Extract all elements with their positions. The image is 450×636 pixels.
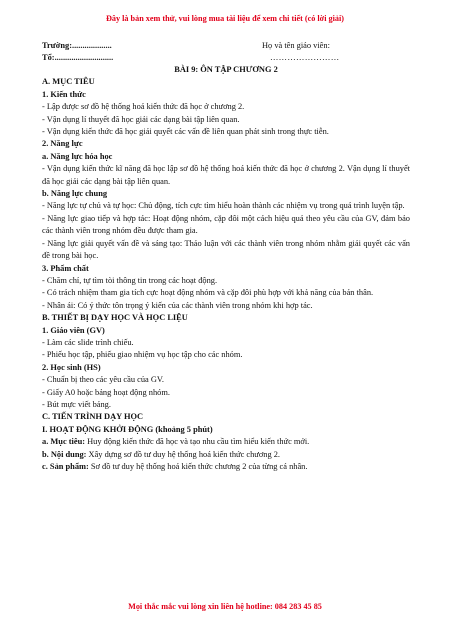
- qualities-heading: 3. Phẩm chất: [42, 263, 89, 273]
- general-competence-item: - Năng lực giải quyết vấn đề và sáng tạo: Thảo luận với các thành viên trong nhóm nhằm giải quyết các vấn đề trong bài học.: [42, 238, 410, 261]
- teacher-name-dots: ……………………: [270, 53, 340, 62]
- competence-heading: 2. Năng lực: [42, 139, 83, 149]
- school-field: Trường:...................: [42, 41, 112, 50]
- content-text: Xây dựng sơ đồ tư duy hệ thống hoá kiến thức chương 2.: [86, 449, 281, 459]
- student-prep-item: - Giấy A0 hoặc bảng hoạt động nhóm.: [42, 387, 170, 397]
- department-field: Tổ:............................: [42, 53, 114, 62]
- chemistry-competence-item: - Vận dụng kiến thức kĩ năng đã học lập sơ đồ hệ thống hoá kiến thức đã học ở chương 2. Vận dụng lí thuyết đã học giải các dạng bài tập liên quan.: [42, 164, 410, 186]
- qualities-item: - Nhân ái: Có ý thức tôn trọng ý kiến của các thành viên trong nhóm khi hợp tác.: [42, 300, 313, 310]
- general-competence-heading: b. Năng lực chung: [42, 189, 108, 199]
- knowledge-item: - Lập được sơ đồ hệ thống hoá kiến thức đã học ở chương 2.: [42, 102, 245, 112]
- objective-label: a. Mục tiêu:: [42, 437, 86, 447]
- activity-product: [42, 461, 410, 473]
- qualities-item: - Có trách nhiệm tham gia tích cực hoạt động nhóm và cặp đôi phù hợp với khả năng của bản thân.: [42, 288, 374, 298]
- knowledge-item: - Vận dụng lí thuyết đã học giải các dạng bài tập liên quan.: [42, 114, 240, 124]
- section-c-heading: C. TIẾN TRÌNH DẠY HỌC: [42, 412, 144, 422]
- activity-content: [42, 449, 410, 461]
- qualities-item: - Chăm chỉ, tự tìm tòi thông tin trong các hoạt động.: [42, 275, 218, 285]
- chemistry-competence-heading: a. Năng lực hóa học: [42, 151, 113, 161]
- document-header: [42, 40, 410, 64]
- activity-objective: [42, 436, 410, 448]
- preview-banner: Đây là bản xem thử, vui lòng mua tài liệu để xem chi tiết (có lời giải): [105, 14, 344, 23]
- knowledge-heading: 1. Kiến thức: [42, 89, 86, 99]
- teacher-prep-heading: 1. Giáo viên (GV): [42, 325, 105, 335]
- product-text: Sơ đồ tư duy hệ thống hoá kiến thức chương 2 của từng cá nhân.: [88, 462, 308, 471]
- student-prep-heading: 2. Học sinh (HS): [42, 362, 101, 372]
- knowledge-item: - Vận dụng kiến thức đã học giải quyết các vấn đề liên quan phát sinh trong thực tiễn.: [42, 127, 329, 137]
- teacher-prep-item: - Phiếu học tập, phiếu giao nhiệm vụ học tập cho các nhóm.: [42, 350, 243, 360]
- general-competence-item: - Năng lực tự chủ và tự học: Chủ động, tích cực tìm hiểu hoàn thành các nhiệm vụ trong quá trình luyện tập.: [42, 201, 405, 211]
- activity-heading: I. HOẠT ĐỘNG KHỞI ĐỘNG (khoảng 5 phút): [42, 424, 213, 434]
- teacher-name-label: Họ và tên giáo viên:: [262, 41, 330, 50]
- hotline-banner: Mọi thắc mắc vui lòng xin liên hệ hotline: 084 283 45 85: [128, 602, 322, 611]
- objective-text: Huy động kiến thức đã học và tạo nhu cầu tìm hiểu kiến thức mới.: [85, 437, 310, 447]
- content-label: b. Nội dung:: [42, 449, 87, 459]
- product-label: c. Sản phẩm:: [42, 462, 89, 471]
- student-prep-item: - Chuẩn bị theo các yêu cầu của GV.: [42, 375, 164, 385]
- section-b-heading: B. THIẾT BỊ DẠY HỌC VÀ HỌC LIỆU: [42, 313, 188, 323]
- section-a-heading: A. MỤC TIÊU: [42, 77, 95, 87]
- lesson-title: BÀI 9: ÔN TẬP CHƯƠNG 2: [174, 65, 278, 74]
- teacher-prep-item: - Làm các slide trình chiếu.: [42, 337, 134, 347]
- student-prep-item: - Bút mực viết bảng.: [42, 399, 111, 409]
- general-competence-item: - Năng lực giao tiếp và hợp tác: Hoạt động nhóm, cặp đôi một cách hiệu quả theo yêu cầu của GV, đảm bảo các thành viên trong nhóm đều được tham gia.: [42, 213, 410, 236]
- lesson-content: [42, 40, 410, 473]
